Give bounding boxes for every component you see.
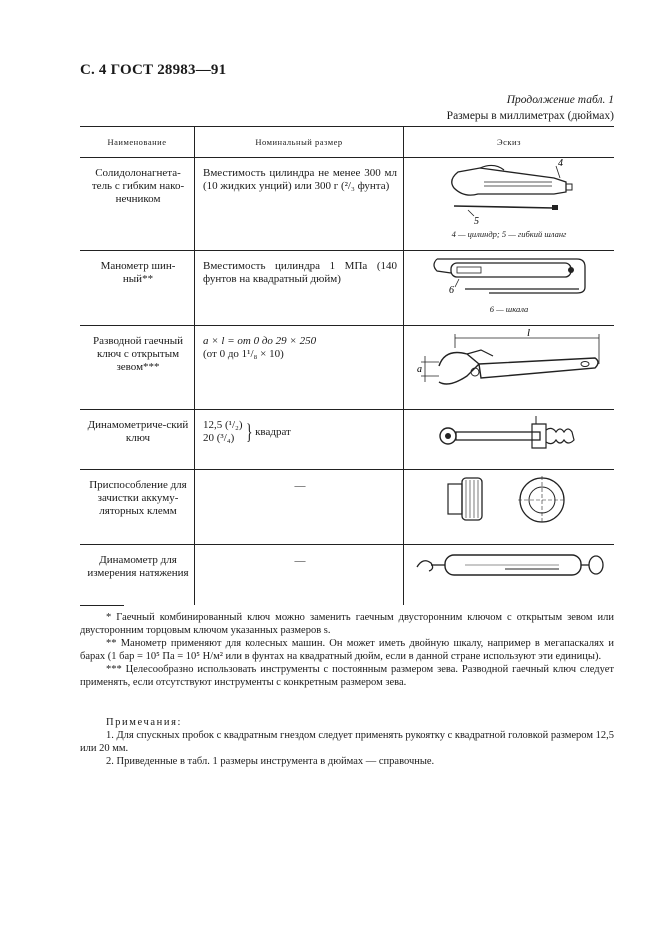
tool-size-line: (от 0 до 1¹/₈ × 10) <box>203 348 284 360</box>
dimension-label: l <box>527 327 531 339</box>
torque-wrench-sketch <box>434 410 584 456</box>
footnote: *** Целесообразно использовать инструменты с постоянным размером зева. Разводной гаечный ключ следует применять, если отсутствуют инструменты с конкретным размером зева. <box>80 664 614 688</box>
grease-gun-sketch <box>434 158 584 226</box>
tools-table <box>80 126 614 605</box>
footnote: * Гаечный комбинированный ключ можно заменить гаечным двусторонним ключом с открытым зевом или двусторонним торцовым ключом указанных размеров s. <box>80 612 614 636</box>
table-row <box>80 470 614 545</box>
tool-name: Разводной гаечный ключ с открытым зевом*** <box>93 335 183 373</box>
tension-dynamometer-sketch <box>409 545 609 585</box>
footnote-separator <box>80 605 124 606</box>
brace-symbol: } <box>245 419 252 444</box>
tool-name: Манометр шин-ный** <box>100 260 176 285</box>
table-row <box>80 251 614 326</box>
table-row <box>80 410 614 470</box>
table-row <box>80 158 614 251</box>
table-row <box>80 326 614 410</box>
brace-label: квадрат <box>255 425 291 438</box>
remarks-heading: Примечания: <box>106 717 183 728</box>
sketch-caption: 4 — цилиндр; 5 — гибкий шланг <box>451 229 567 239</box>
remark-item: 1. Для спускных пробок с квадратным гнездом следует применять рукоятку с квадратной головкой размером 12,5 или 20 мм. <box>80 730 614 754</box>
units-label: Размеры в миллиметрах (дюймах) <box>446 110 614 122</box>
table-header-row <box>80 127 614 158</box>
remark-item: 2. Приведенные в табл. 1 размеры инструмента в дюймах — справочные. <box>106 756 435 767</box>
column-header-sketch: Эскиз <box>404 127 615 158</box>
tool-size-line: a × l = от 0 до 29 × 250 <box>203 335 317 347</box>
tool-name: Солидолонагнета-тель с гибким нако-нечником <box>91 167 185 205</box>
tool-size-line: 20 (³/₄) <box>203 432 235 444</box>
callout-label: 5 <box>474 216 479 226</box>
tool-name: Приспособление для зачистки аккуму-ляторных клемм <box>89 479 187 517</box>
callout-label: 4 <box>558 158 563 169</box>
callout-label: 6 <box>449 285 454 296</box>
remarks-section <box>80 716 614 768</box>
sketch-caption: 6 — шкала <box>489 304 529 314</box>
table-continuation-label: Продолжение табл. 1 <box>506 94 614 106</box>
adjustable-wrench-sketch <box>409 326 609 398</box>
terminal-cleaner-sketch <box>434 470 584 532</box>
tool-size: — <box>294 555 306 567</box>
dimension-label: a <box>417 364 422 375</box>
page-header: С. 4 ГОСТ 28983—91 <box>80 62 227 78</box>
tool-size-line: 12,5 (¹/₂) <box>203 419 243 431</box>
table-row <box>80 545 614 605</box>
column-header-size: Номинальный размер <box>195 127 404 158</box>
tool-name: Динамометриче-ский ключ <box>87 419 189 444</box>
column-header-name: Наименование <box>80 127 195 158</box>
tool-size: Вместимость цилиндра 1 МПа (140 фунтов на квадратный дюйм) <box>203 260 397 285</box>
footnotes <box>80 611 614 689</box>
footnote: ** Манометр применяют для колесных машин. Он может иметь двойную шкалу, например в мегапаскалях и барах (1 бар = 10⁵ Па = 10⁵ Н/м² или в фунтах на квадратный дюйм, если в данной стране используют эти единицы). <box>80 638 614 662</box>
tool-size: — <box>294 480 306 492</box>
tool-size: Вместимость цилиндра не менее 300 мл (10 жидких унций) или 300 г (²/₃ фунта) <box>203 167 397 192</box>
tire-gauge-sketch <box>429 251 589 301</box>
tool-name: Динамометр для измерения натяжения <box>87 554 189 579</box>
